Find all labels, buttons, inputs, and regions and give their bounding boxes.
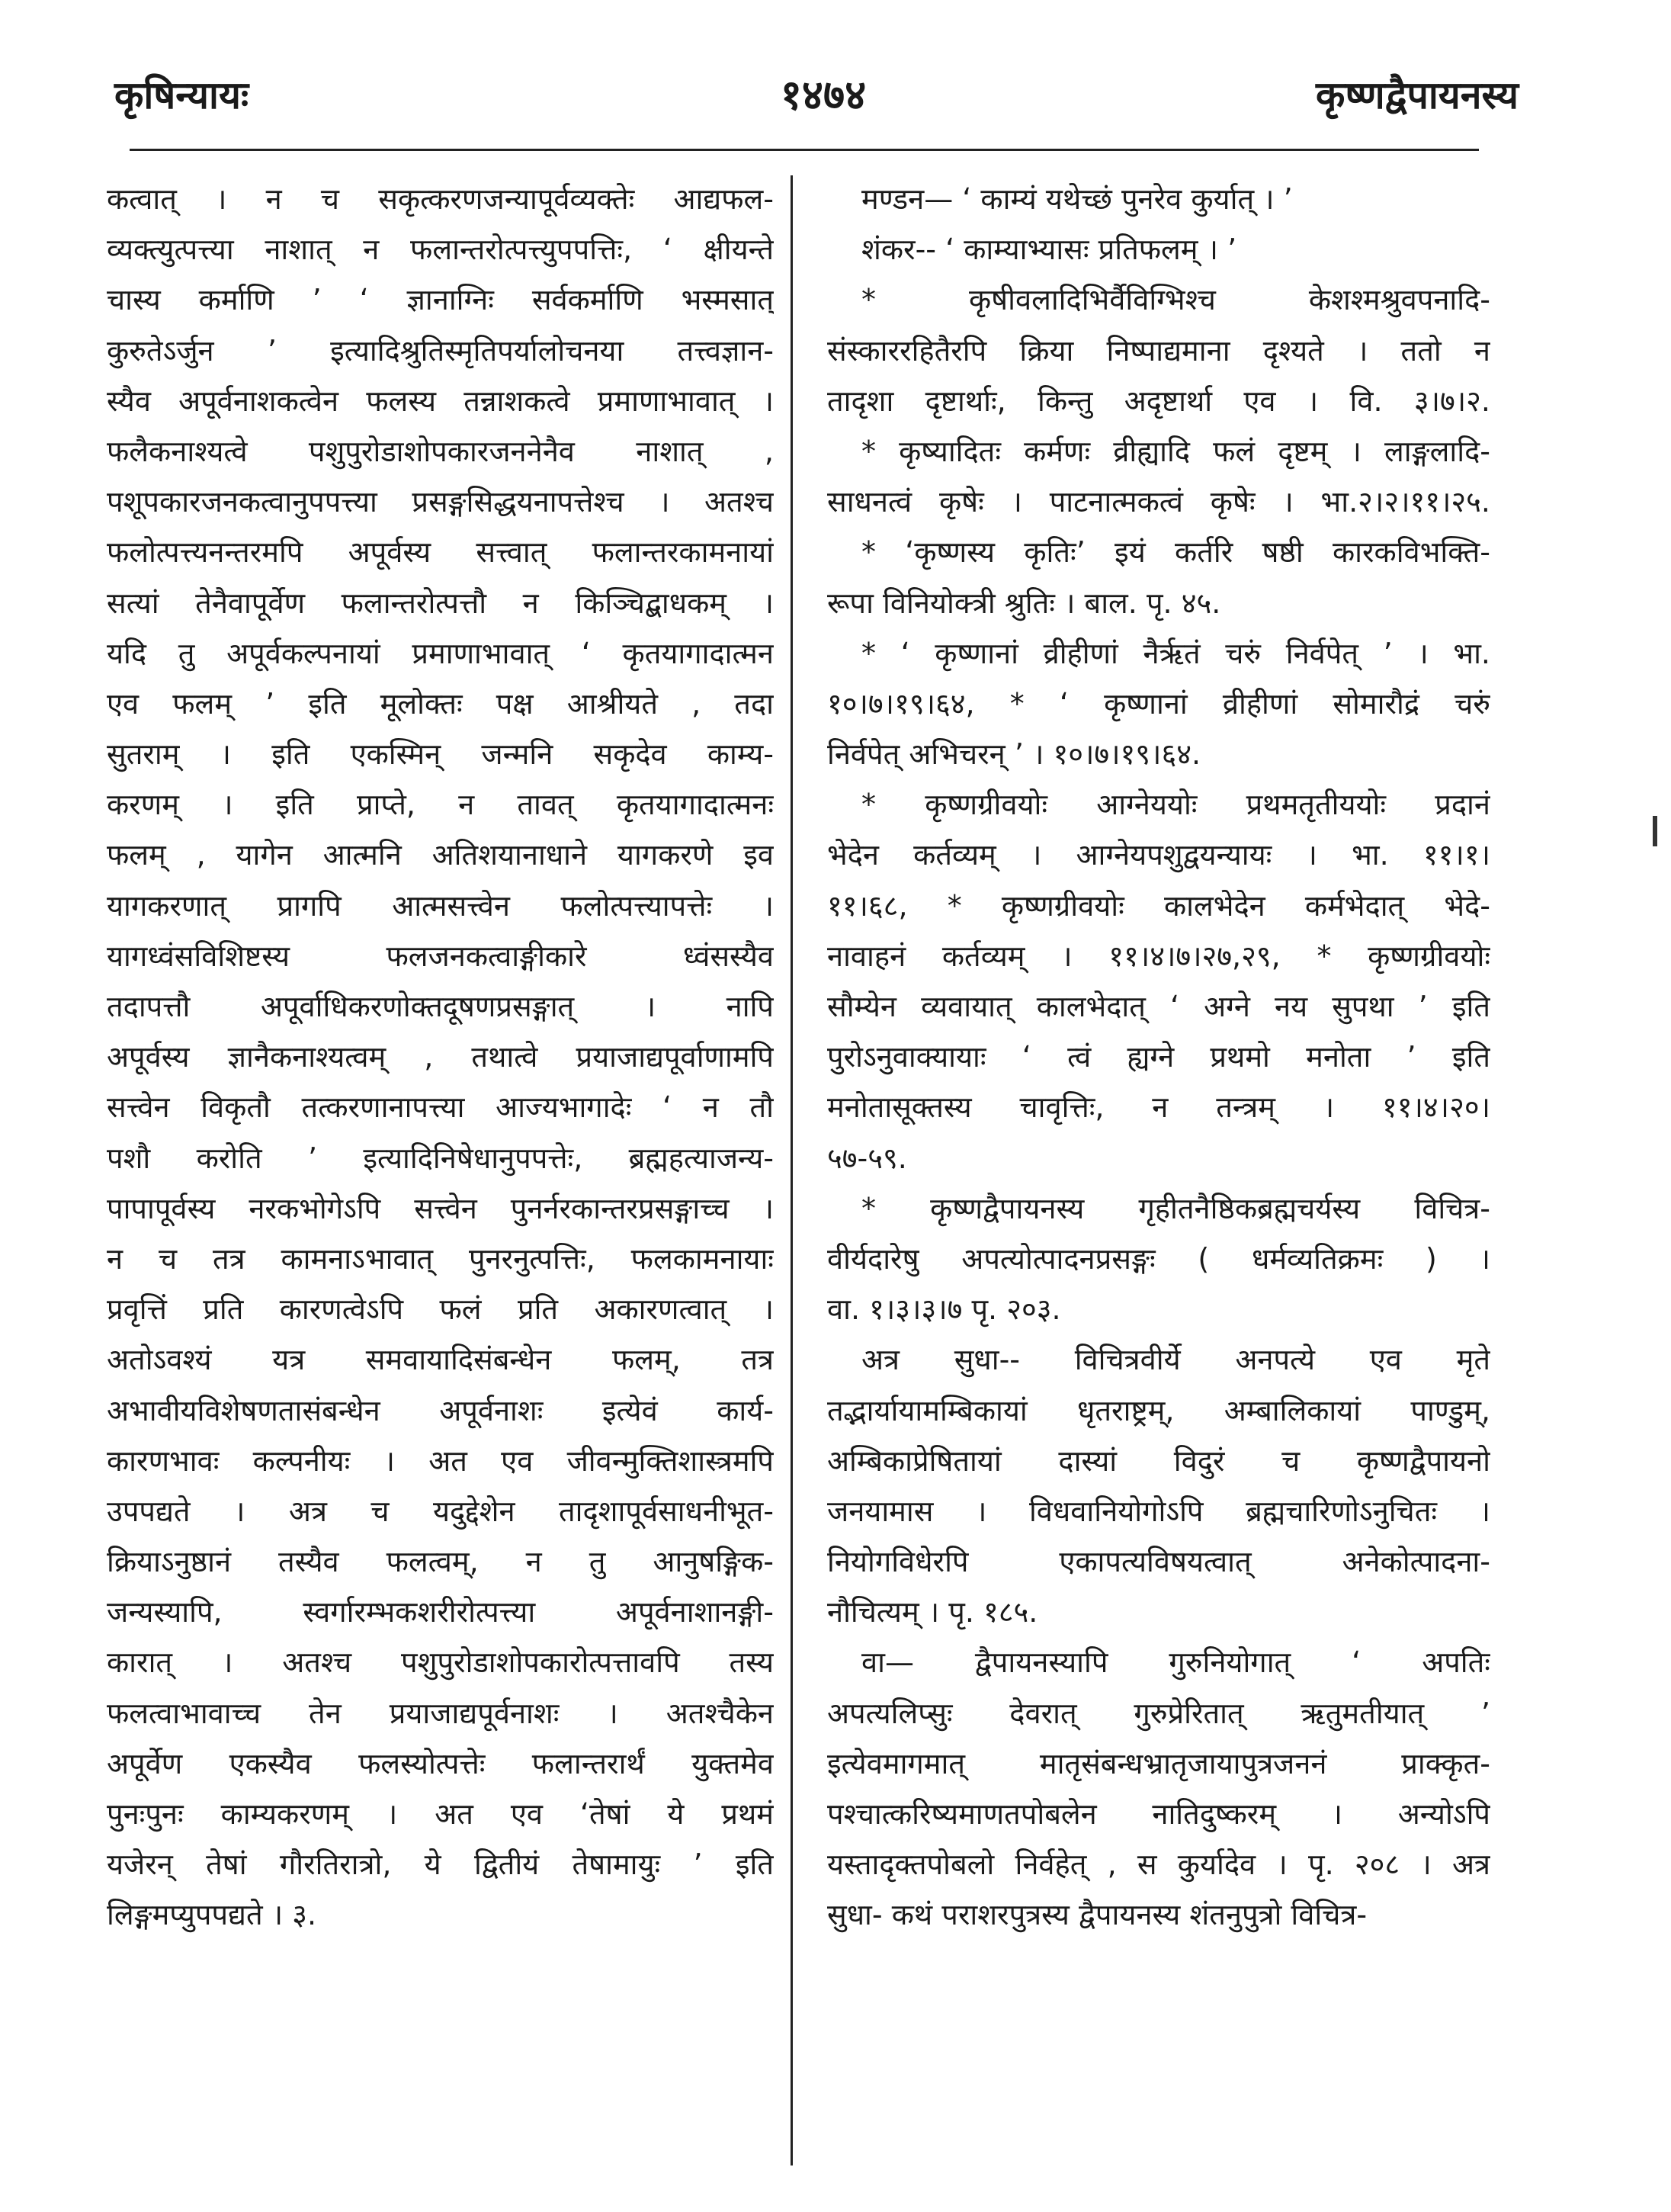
text-line: सत्त्वेन विकृतौ तत्करणानापत्त्या आज्यभागादेः ‘ न तौ [107, 1090, 774, 1125]
text-line: सौम्येन व्यवायात् कालभेदात् ‘ अग्ने नय सुपथा ’ इति [827, 990, 1490, 1023]
text-line: जन्यस्यापि, स्वर्गारम्भकशरीरोत्पत्त्या अपूर्वनाशानङ्गी- [107, 1595, 774, 1629]
text-line: मनोतासूक्तस्य चावृत्तिः, न तन्त्रम् । ११।४।२०। [827, 1090, 1490, 1125]
text-line: यागकरणात् प्रागपि आत्मसत्त्वेन फलोत्पत्त्यापत्तेः । [107, 888, 774, 923]
text-line: अतोऽवश्यं यत्र समवायादिसंबन्धेन फलम्, तत्र [107, 1343, 774, 1377]
text-line: * कृष्यादितः कर्मणः व्रीह्यादि फलं दृष्टम् । लाङ्गलादि- [861, 434, 1490, 468]
text-line: प्रवृत्तिं प्रति कारणत्वेऽपि फलं प्रति अकारणत्वात् । [107, 1292, 774, 1327]
text-line: मण्डन— ‘ काम्यं यथेच्छं पुनरेव कुर्यात् । ’ [861, 182, 1293, 216]
text-line: ५७-५९. [827, 1141, 907, 1175]
text-line: अम्बिकाप्रेषितायां दास्यां विदुरं च कृष्णद्वैपायनो [827, 1443, 1490, 1478]
page-edge-mark [1653, 816, 1657, 846]
text-line: क्रियाऽनुष्ठानं तस्यैव फलत्वम्, न तु आनुषङ्गिक- [107, 1545, 774, 1579]
text-line: * ‘कृष्णस्य कृतिः’ इयं कर्तरि षष्ठी कारकविभक्ति- [861, 535, 1490, 570]
text-line: फलत्वाभावाच्च तेन प्रयाजाद्यपूर्वनाशः । अतश्चैकेन [107, 1696, 774, 1730]
text-line: कत्वात् । न च सकृत्करणजन्यापूर्वव्यक्तेः आद्यफल- [107, 182, 774, 216]
text-line: व्यक्त्युत्पत्त्या नाशात् न फलान्तरोत्पत्त्युपपत्तिः, ‘ क्षीयन्ते [107, 233, 774, 267]
text-line: * कृष्णग्रीवयोः आग्नेययोः प्रथमतृतीययोः प्रदानं [861, 788, 1490, 822]
text-line: कारणभावः कल्पनीयः । अत एव जीवन्मुक्तिशास्त्रमपि [107, 1443, 774, 1478]
text-line: पशूपकारजनकत्वानुपपत्त्या प्रसङ्गसिद्धयनापत्तेश्च । अतश्च [107, 485, 774, 519]
text-line: ११।६८, * कृष्णग्रीवयोः कालभेदेन कर्मभेदात् भेदे- [827, 888, 1490, 923]
text-line: यस्तादृक्तपोबलो निर्वहेत् , स कुर्यादेव । पृ. २०८ । अत्र [827, 1848, 1490, 1882]
text-line: पुरोऽनुवाक्यायाः ‘ त्वं ह्यग्ने प्रथमो मनोता ’ इति [827, 1040, 1490, 1074]
text-line: वा. १।३।३।७ पृ. २०३. [827, 1292, 1061, 1327]
text-line: अपत्यलिप्सुः देवरात् गुरुप्रेरितात् ऋतुमतीयात् ’ [827, 1696, 1490, 1730]
text-line: तादृशा दृष्टार्थाः, किन्तु अदृष्टार्था एव । वि. ३।७।२. [827, 384, 1490, 418]
text-line: नावाहनं कर्तव्यम् । ११।४।७।२७,२९, * कृष्णग्रीवयोः [827, 939, 1490, 973]
text-line: शंकर-- ‘ काम्याभ्यासः प्रतिफलम् । ’ [861, 233, 1237, 267]
text-line: यागध्वंसविशिष्टस्य फलजनकत्वाङ्गीकारे ध्वंसस्यैव [107, 939, 774, 973]
left-column [107, 174, 774, 1941]
text-line: अपूर्वेण एकस्यैव फलस्योत्पत्तेः फलान्तरार्थं युक्तमेव [107, 1746, 774, 1780]
text-line: संस्काररहितैरपि क्रिया निष्पाद्यमाना दृश्यते । ततो न [827, 333, 1490, 368]
text-line: रूपा विनियोक्त्री श्रुतिः । बाल. पृ. ४५. [827, 586, 1221, 620]
header-rule [130, 149, 1479, 151]
text-line: वा— द्वैपायनस्यापि गुरुनियोगात् ‘ अपतिः [861, 1645, 1490, 1680]
text-line: यदि तु अपूर्वकल्पनायां प्रमाणाभावात् ‘ कृतयागादात्मन [107, 636, 774, 670]
text-line: सुधा- कथं पराशरपुत्रस्य द्वैपायनस्य शंतनुपुत्रो विचित्र- [827, 1898, 1368, 1932]
text-line: करणम् । इति प्राप्ते, न तावत् कृतयागादात्मनः [107, 788, 774, 822]
text-line: जनयामास । विधवानियोगोऽपि ब्रह्मचारिणोऽनुचितः । [827, 1494, 1490, 1528]
text-line: पश्चात्करिष्यमाणतपोबलेन नातिदुष्करम् । अन्योऽपि [827, 1797, 1490, 1831]
text-line: सत्यां तेनैवापूर्वेण फलान्तरोत्पत्तौ न किञ्चिद्बाधकम् । [107, 586, 774, 620]
text-line: पुनःपुनः काम्यकरणम् । अत एव ‘तेषां ये प्रथमं [107, 1797, 774, 1831]
text-line: नौचित्यम् । पृ. १८५. [827, 1595, 1038, 1629]
running-head-right: कृष्णद्वैपायनस्य [1316, 73, 1519, 117]
text-line: अभावीयविशेषणतासंबन्धेन अपूर्वनाशः इत्येवं कार्य- [107, 1393, 774, 1427]
right-column [827, 174, 1490, 1941]
text-line: सुतराम् । इति एकस्मिन् जन्मनि सकृदेव काम्य- [107, 737, 774, 772]
text-line: पापापूर्वस्य नरकभोगेऽपि सत्त्वेन पुनर्नरकान्तरप्रसङ्गाच्च । [107, 1191, 774, 1225]
text-line: एव फलम् ’ इति मूलोक्तः पक्ष आश्रीयते , तदा [107, 686, 774, 721]
text-line: फलम् , यागेन आत्मनि अतिशयानाधाने यागकरणे इव [107, 838, 774, 872]
text-line: यजेरन् तेषां गौरतिरात्रो, ये द्वितीयं तेषामायुः ’ इति [107, 1848, 774, 1882]
text-line: न च तत्र कामनाऽभावात् पुनरनुत्पत्तिः, फलकामनायाः [107, 1241, 774, 1276]
text-line: चास्य कर्माणि ’ ‘ ज्ञानाग्निः सर्वकर्माणि भस्मसात् [107, 283, 774, 317]
text-line: पशौ करोति ’ इत्यादिनिषेधानुपपत्तेः, ब्रह्महत्याजन्य- [107, 1141, 774, 1175]
text-line: * कृषीवलादिभिर्वैविग्भिश्च केशश्मश्रुवपनादि- [861, 283, 1490, 317]
text-line: अपूर्वस्य ज्ञानैकनाश्यत्वम् , तथात्वे प्रयाजाद्यपूर्वाणामपि [107, 1040, 774, 1074]
text-line: साधनत्वं कृषेः । पाटनात्मकत्वं कृषेः । भा.२।२।११।२५. [827, 485, 1490, 519]
page-number: १४७४ [780, 71, 867, 119]
text-line: नियोगविधेरपि एकापत्यविषयत्वात् अनेकोत्पादना- [827, 1545, 1490, 1579]
text-line: अत्र सुधा-- विचित्रवीर्ये अनपत्ये एव मृते [861, 1343, 1490, 1377]
running-head-left: कृषिन्यायः [114, 73, 249, 117]
text-line: १०।७।१९।६४, * ‘ कृष्णानां व्रीहीणां सोमारौद्रं चरुं [827, 686, 1490, 721]
text-line: उपपद्यते । अत्र च यदुद्देशेन तादृशापूर्वसाधनीभूत- [107, 1494, 774, 1528]
text-line: तद्भार्यायामम्बिकायां धृतराष्ट्रम्, अम्बालिकायां पाण्डुम्, [827, 1393, 1490, 1427]
text-line: * कृष्णद्वैपायनस्य गृहीतनैष्ठिकब्रह्मचर्यस्य विचित्र- [861, 1191, 1490, 1225]
text-line: फलोत्पत्त्यनन्तरमपि अपूर्वस्य सत्त्वात् फलान्तरकामनायां [107, 535, 774, 570]
text-line: वीर्यदारेषु अपत्योत्पादनप्रसङ्गः ( धर्मव्यतिक्रमः ) । [827, 1241, 1490, 1276]
text-line: लिङ्गमप्युपपद्यते । ३. [107, 1898, 317, 1932]
text-line: कुरुतेऽर्जुन ’ इत्यादिश्रुतिस्मृतिपर्यालोचनया तत्त्वज्ञान- [107, 333, 774, 368]
text-line: कारात् । अतश्च पशुपुरोडाशोपकारोत्पत्तावपि तस्य [107, 1645, 774, 1680]
text-line: इत्येवमागमात् मातृसंबन्धभ्रातृजायापुत्रजननं प्राक्कृत- [827, 1746, 1490, 1780]
text-line: फलैकनाश्यत्वे पशुपुरोडाशोपकारजननेनैव नाशात् , [107, 434, 774, 468]
text-line: स्यैव अपूर्वनाशकत्वेन फलस्य तन्नाशकत्वे प्रमाणाभावात् । [107, 384, 774, 418]
text-line: तदापत्तौ अपूर्वाधिकरणोक्तदूषणप्रसङ्गात् । नापि [107, 990, 774, 1023]
text-line: * ‘ कृष्णानां व्रीहीणां नैर्ऋतं चरुं निर्वपेत् ’ । भा. [861, 636, 1490, 670]
column-divider [791, 175, 793, 2165]
text-line: निर्वपेत् अभिचरन् ’ । १०।७।१९।६४. [827, 737, 1201, 772]
text-line: भेदेन कर्तव्यम् । आग्नेयपशुद्वयन्यायः । भा. ११।१। [827, 838, 1490, 872]
